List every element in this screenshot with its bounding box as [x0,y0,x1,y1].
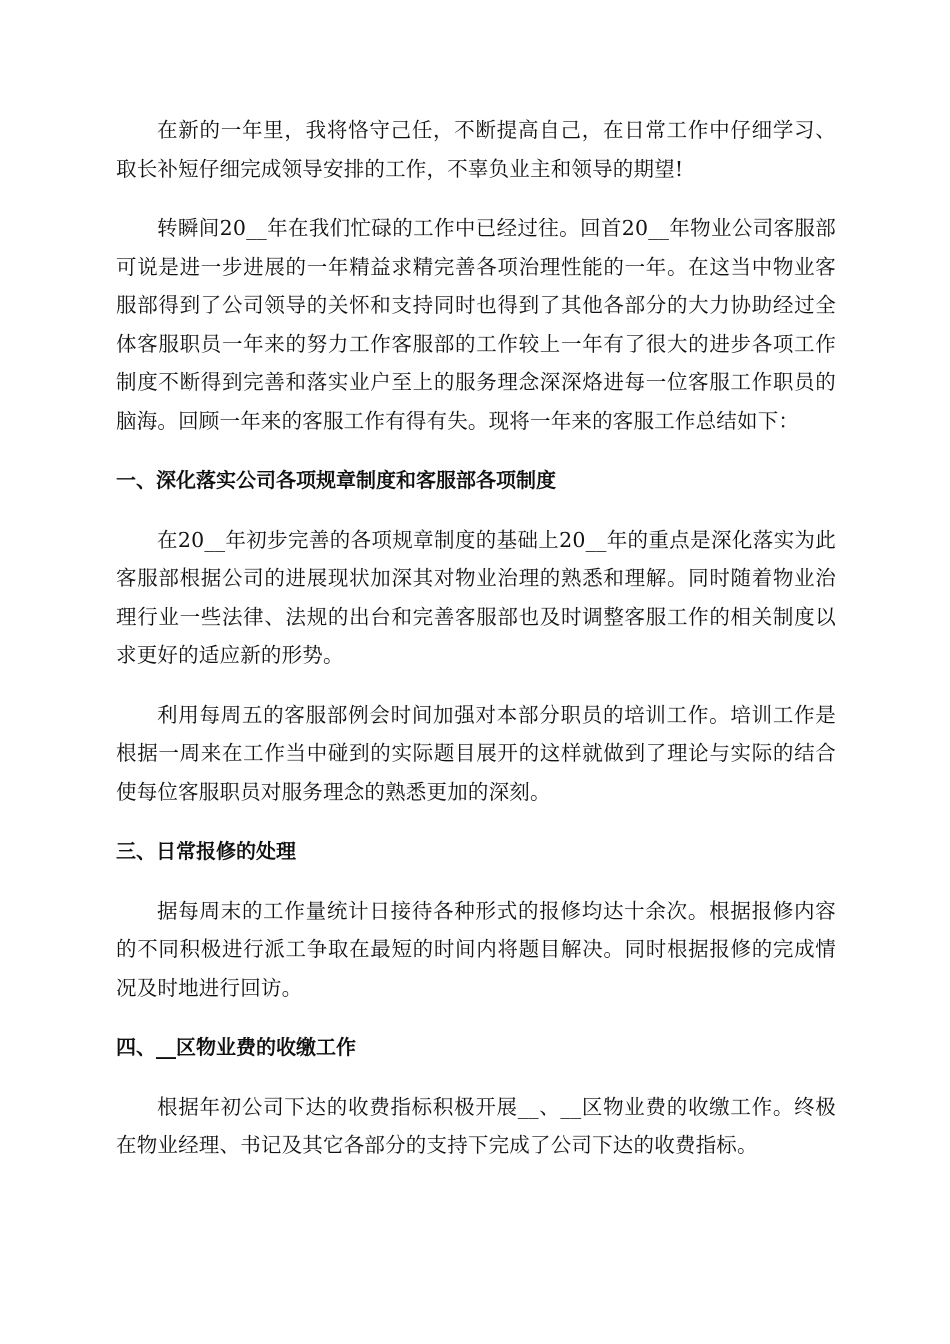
section-heading-3: 三、日常报修的处理 [116,839,296,863]
section-heading-4: 四、__区物业费的收缴工作 [116,1035,356,1059]
paragraph-fee-collection: 根据年初公司下达的收费指标积极开展__、__区物业费的收缴工作。终极在物业经理、书记及其它各部分的支持下完成了公司下达的收费指标。 [116,1094,836,1157]
paragraph-new-year: 在新的一年里，我将恪守己任，不断提高自己，在日常工作中仔细学习、取长补短仔细完成领导安排的工作，不辜负业主和领导的期望! [116,118,836,181]
paragraph-repairs: 据每周末的工作量统计日接待各种形式的报修均达十余次。根据报修内容的不同积极进行派工争取在最短的时间内将题目解决。同时根据报修的完成情况及时地进行回访。 [116,898,836,1000]
paragraph-regulations: 在20__年初步完善的各项规章制度的基础上20__年的重点是深化落实为此客服部根据公司的进展现状加深其对物业治理的熟悉和理解。同时随着物业治理行业一些法律、法规的出台和完善客服部也及时调整客服工作的相关制度以求更好的适应新的形势。 [116,527,836,667]
paragraph-year-review: 转瞬间20__年在我们忙碌的工作中已经过往。回首20__年物业公司客服部可说是进一步进展的一年精益求精完善各项治理性能的一年。在这当中物业客服部得到了公司领导的关怀和支持同时也得到了其他各部分的大力协助经过全体客服职员一年来的努力工作客服部的工作较上一年有了很大的进步各项工作制度不断得到完善和落实业户至上的服务理念深深烙进每一位客服工作职员的脑海。回顾一年来的客服工作有得有失。现将一年来的客服工作总结如下： [116,216,836,433]
document-page [116,111,836,1186]
section-heading-1: 一、深化落实公司各项规章制度和客服部各项制度 [116,468,556,492]
paragraph-training: 利用每周五的客服部例会时间加强对本部分职员的培训工作。培训工作是根据一周来在工作当中碰到的实际题目展开的这样就做到了理论与实际的结合使每位客服职员对服务理念的熟悉更加的深刻。 [116,702,836,804]
